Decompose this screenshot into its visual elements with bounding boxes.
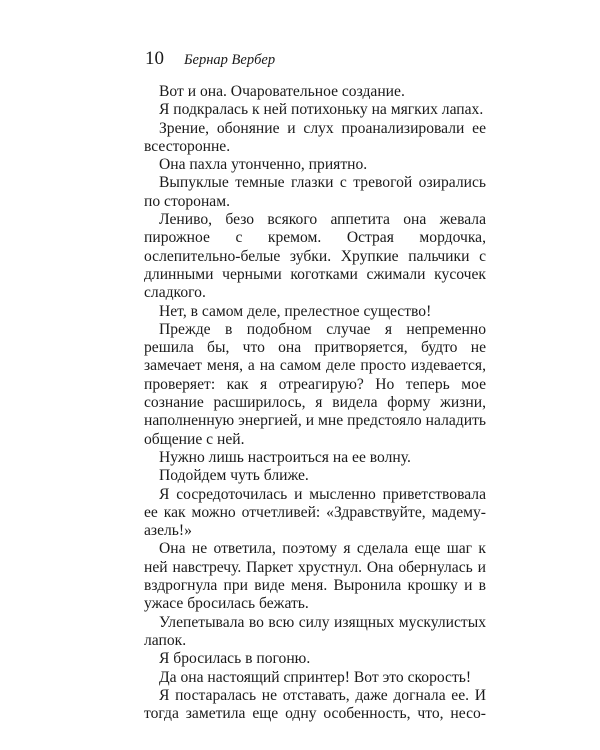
paragraph: Зрение, обоняние и слух проанализировали ее всесторонне. [144, 119, 486, 155]
paragraph: Нужно лишь настроиться на ее волну. [159, 448, 411, 466]
running-title: Бернар Вербер [184, 52, 276, 68]
paragraph: Я сосредоточилась и мысленно приветствовала ее как можно отчетливей: «Здравствуйте, мадемуазель!» [144, 485, 486, 540]
paragraph: Прежде в подобном случае я непременно решила бы, что она притворяется, будто не замечает меня, а на самом деле просто издевается, проверяет: как я отреагирую? Но теперь мое сознание расширилось, я видела форму жизни, наполненную энергией, и мне предстояло наладить общение с ней. [144, 320, 486, 448]
paragraph: Я бросилась в погоню. [159, 650, 311, 668]
paragraph: Выпуклые темные глазки с тревогой озирались по сторонам. [144, 174, 486, 210]
paragraph: Она не ответила, поэтому я сделала еще шаг к ней навстречу. Паркет хрустнул. Она обернулась и вздрогнула при виде меня. Выронила крошку и в ужасе бросилась бежать. [144, 540, 486, 613]
paragraph: Нет, в самом деле, прелестное существо! [159, 302, 432, 320]
paragraph: Да она настоящий спринтер! Вот это скорость! [159, 668, 472, 686]
paragraph: Я постаралась не отставать, даже догнала ее. И тогда заметила еще одну особенность, что, несо- [144, 686, 486, 723]
page-header [145, 48, 275, 70]
paragraph: Она пахла утонченно, приятно. [159, 156, 368, 174]
paragraph: Я подкралась к ней потихоньку на мягких лапах. [159, 101, 484, 119]
paragraph: Улепетывала во всю силу изящных мускулистых лапок. [144, 613, 486, 649]
page-number: 10 [145, 48, 164, 69]
body-text [144, 83, 486, 723]
paragraph: Подойдем чуть ближе. [159, 467, 309, 485]
paragraph: Лениво, безо всякого аппетита она жевала пирожное с кремом. Острая мордочка, ослепительно-белые зубки. Хрупкие пальчики с длинными черными коготками сжимали кусочек сладкого. [144, 211, 486, 302]
paragraph: Вот и она. Очаровательное создание. [159, 83, 405, 100]
